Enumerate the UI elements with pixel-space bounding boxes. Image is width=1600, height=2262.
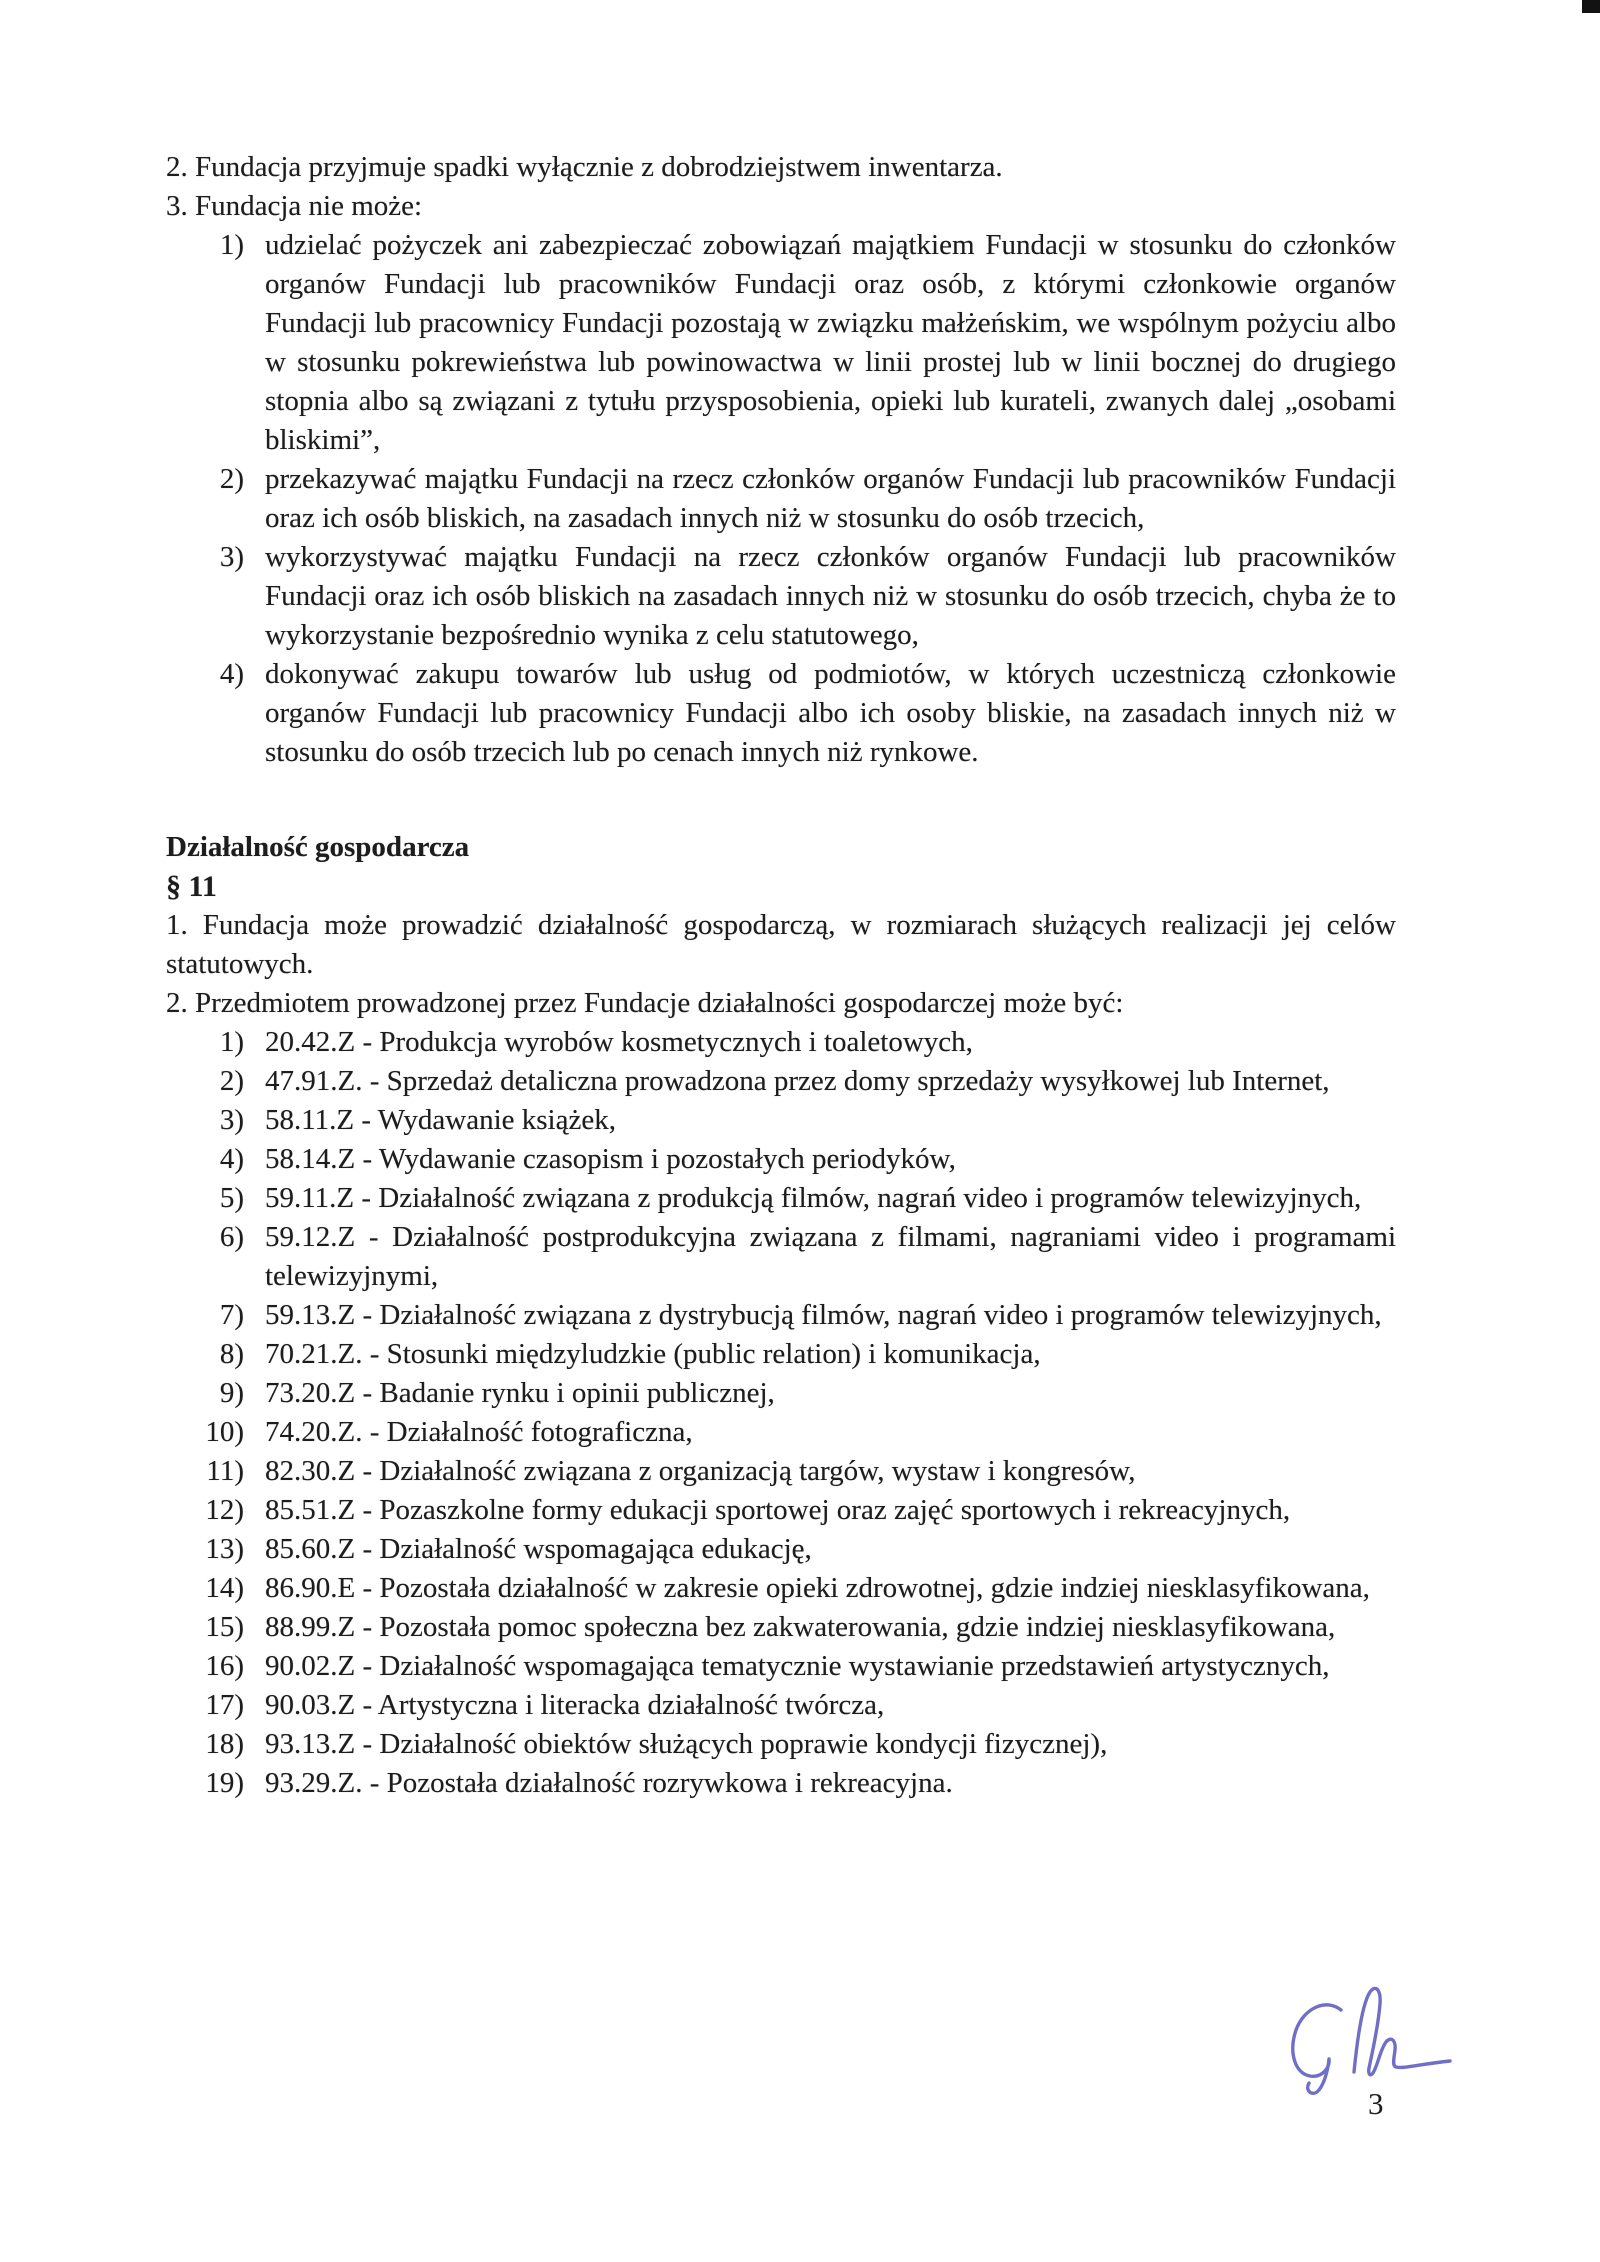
list-item [166,538,1396,655]
list-item-text: 88.99.Z - Pozostała pomoc społeczna bez zakwaterowania, gdzie indziej niesklasyfikowana, [265,1611,1336,1643]
list-item-number: 7) [219,1299,244,1331]
section-gap [166,772,1396,828]
list-item-number: 18) [205,1728,244,1760]
list-item-number: 19) [205,1767,244,1799]
list-item-text: 73.20.Z - Badanie rynku i opinii publicznej, [265,1377,775,1409]
list-item-text: 59.11.Z - Działalność związana z produkcją filmów, nagrań video i programów telewizyjnych, [265,1182,1362,1214]
list-item-number: 2) [219,463,244,495]
list-item [166,1725,1396,1764]
list-item-text: 59.12.Z - Działalność postprodukcyjna związana z filmami, nagraniami video i programami telewizyjnymi, [265,1221,1396,1292]
list-item-text: 59.13.Z - Działalność związana z dystrybucją filmów, nagrań video i programów telewizyjnych, [265,1299,1382,1331]
list-item [166,1218,1396,1296]
list-item-text: 85.51.Z - Pozaszkolne formy edukacji sportowej oraz zajęć sportowych i rekreacyjnych, [265,1494,1291,1526]
list-item-number: 6) [219,1221,244,1253]
list-item-number: 3) [219,541,244,573]
scan-corner-artifact [1582,0,1600,13]
clause-2: 2. Fundacja przyjmuje spadki wyłącznie z dobrodziejstwem inwentarza. [166,151,1003,183]
list-item-text: 93.29.Z. - Pozostała działalność rozrywkowa i rekreacyjna. [265,1767,953,1799]
list-item-number: 4) [219,658,244,690]
business-clause-1: 1. Fundacja może prowadzić działalność gospodarczą, w rozmiarach służących realizacji jej celów statutowych. [166,909,1396,980]
list-item-number: 9) [219,1377,244,1409]
list-item-number: 10) [205,1416,244,1448]
list-item-number: 1) [219,229,244,261]
list-item-number: 12) [205,1494,244,1526]
list-item [166,1023,1396,1062]
signature-stroke-loop [1354,1988,1450,2074]
list-item-number: 14) [205,1572,244,1604]
list-item [166,1608,1396,1647]
list-item-number: 5) [219,1182,244,1214]
list-item-number: 2) [219,1065,244,1097]
list-item-number: 17) [205,1689,244,1721]
list-item-number: 4) [219,1143,244,1175]
list-item [166,1569,1396,1608]
list-item [166,1296,1396,1335]
section-heading: Działalność gospodarcza [166,831,470,863]
activities-list [166,1023,1396,1803]
document-body [166,148,1396,1803]
list-item-text: 58.14.Z - Wydawanie czasopism i pozostałych periodyków, [265,1143,956,1175]
list-item-text: 47.91.Z. - Sprzedaż detaliczna prowadzona przez domy sprzedaży wysyłkowej lub Internet, [265,1065,1330,1097]
list-item [166,1686,1396,1725]
list-item-number: 15) [205,1611,244,1643]
list-item [166,1647,1396,1686]
list-item-text: wykorzystywać majątku Fundacji na rzecz członków organów Fundacji lub pracowników Fundacji oraz ich osób bliskich na zasadach innych niż w stosunku do osób trzecich, chyba że to wykorzystanie bezpośrednio wynika z celu statutowego, [265,541,1396,651]
list-item [166,1530,1396,1569]
list-item-text: przekazywać majątku Fundacji na rzecz członków organów Fundacji lub pracowników Fundacji oraz ich osób bliskich, na zasadach innych niż w stosunku do osób trzecich, [265,463,1396,534]
list-item-text: 86.90.E - Pozostała działalność w zakresie opieki zdrowotnej, gdzie indziej niesklasyfikowana, [265,1572,1370,1604]
list-item-text: 74.20.Z. - Działalność fotograficzna, [265,1416,693,1448]
list-item [166,655,1396,772]
list-item [166,1140,1396,1179]
list-item-text: udzielać pożyczek ani zabezpieczać zobowiązań majątkiem Fundacji w stosunku do członków organów Fundacji lub pracowników Fundacji oraz osób, z którymi członkowie organów Fundacji lub pracownicy Fundacji pozostają w związku małżeńskim, we wspólnym pożyciu albo w stosunku pokrewieństwa lub powinowactwa w linii prostej lub w linii bocznej do drugiego stopnia albo są związani z tytułu przysposobienia, opieki lub kurateli, zwanych dalej „osobami bliskimi”, [265,229,1396,456]
list-item-text: 93.13.Z - Działalność obiektów służących poprawie kondycji fizycznej), [265,1728,1108,1760]
list-item-text: 82.30.Z - Działalność związana z organizacją targów, wystaw i kongresów, [265,1455,1136,1487]
list-item-text: 58.11.Z - Wydawanie książek, [265,1104,616,1136]
list-item-number: 8) [219,1338,244,1370]
clause-3-intro: 3. Fundacja nie może: [166,190,423,222]
list-item-text: 20.42.Z - Produkcja wyrobów kosmetycznych i toaletowych, [265,1026,973,1058]
list-item-text: dokonywać zakupu towarów lub usług od podmiotów, w których uczestniczą członkowie organów Fundacji lub pracownicy Fundacji albo ich osoby bliskie, na zasadach innych niż w stosunku do osób trzecich lub po cenach innych niż rynkowe. [265,658,1396,768]
list-item-number: 1) [219,1026,244,1058]
list-item [166,1101,1396,1140]
list-item-number: 3) [219,1104,244,1136]
paragraph-mark: § 11 [166,870,217,903]
list-item [166,1335,1396,1374]
list-item-text: 70.21.Z. - Stosunki międzyludzkie (public relation) i komunikacja, [265,1338,1041,1370]
list-item [166,226,1396,460]
signature-stroke-g [1293,2005,1341,2093]
list-item [166,1491,1396,1530]
list-item-number: 11) [206,1455,244,1487]
business-clause-2: 2. Przedmiotem prowadzonej przez Fundacje działalności gospodarczej może być: [166,987,1124,1019]
list-item [166,1413,1396,1452]
prohibitions-list [166,226,1396,772]
list-item-text: 85.60.Z - Działalność wspomagająca edukację, [265,1533,812,1565]
list-item-text: 90.03.Z - Artystyczna i literacka działalność twórcza, [265,1689,885,1721]
list-item [166,1062,1396,1101]
list-item-number: 16) [205,1650,244,1682]
list-item [166,460,1396,538]
list-item-text: 90.02.Z - Działalność wspomagająca tematycznie wystawianie przedstawień artystycznych, [265,1650,1330,1682]
list-item [166,1452,1396,1491]
list-item [166,1764,1396,1803]
page-number: 3 [1368,2086,1384,2121]
list-item [166,1179,1396,1218]
list-item [166,1374,1396,1413]
list-item-number: 13) [205,1533,244,1565]
